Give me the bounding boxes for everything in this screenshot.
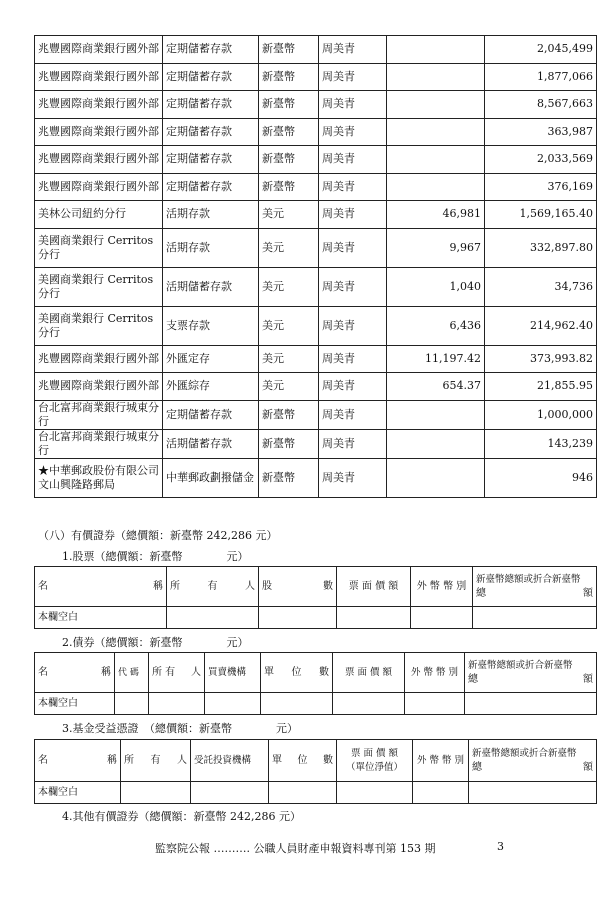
col-total-b: 總	[472, 761, 482, 773]
currency: 美元	[259, 267, 319, 306]
ntd-amount: 332,897.80	[485, 228, 597, 267]
funds-header-row	[35, 740, 597, 782]
currency: 新臺幣	[259, 36, 319, 64]
empty-note: 本欄空白	[35, 607, 167, 629]
col-owner-b: 有	[207, 580, 218, 592]
owner: 周美青	[319, 173, 387, 201]
bank-name: 美林公司紐約分行	[35, 201, 163, 229]
ntd-amount: 8,567,663	[485, 91, 597, 119]
ntd-amount: 376,169	[485, 173, 597, 201]
currency: 新臺幣	[259, 458, 319, 497]
col-shares-b: 數	[323, 580, 333, 592]
deposit-row	[35, 306, 597, 345]
col-units: 單	[264, 666, 274, 678]
col-face: 票 面 價 額	[350, 747, 399, 759]
deposit-row	[35, 429, 597, 458]
foreign-amount: 6,436	[387, 306, 485, 345]
owner: 周美青	[319, 91, 387, 119]
deposit-type: 定期儲蓄存款	[163, 146, 259, 174]
bank-name: 美國商業銀行 Cerritos 分行	[35, 306, 163, 345]
deposit-type: 定期儲蓄存款	[163, 400, 259, 429]
col-face: 票 面 價 額	[333, 653, 405, 693]
deposit-type: 定期儲蓄存款	[163, 118, 259, 146]
deposit-row	[35, 345, 597, 373]
deposit-type: 外匯綜存	[163, 373, 259, 401]
foreign-amount	[387, 146, 485, 174]
bank-name: 美國商業銀行 Cerritos 分行	[35, 228, 163, 267]
col-fx: 外 幣 幣 別	[405, 653, 465, 693]
bank-name: 兆豐國際商業銀行國外部	[35, 91, 163, 119]
owner: 周美青	[319, 36, 387, 64]
col-owner-c: 人	[177, 754, 187, 766]
funds-heading: 3.基金受益憑證 （總價額：新臺幣 元）	[62, 722, 298, 735]
currency: 美元	[259, 373, 319, 401]
currency: 美元	[259, 306, 319, 345]
bank-name: 兆豐國際商業銀行國外部	[35, 373, 163, 401]
footer-text: 監察院公報 ………. 公職人員財產申報資料專刊第 153 期	[155, 842, 436, 855]
deposit-row	[35, 373, 597, 401]
funds-empty-row	[35, 782, 597, 804]
deposit-type: 中華郵政劃撥儲金	[163, 458, 259, 497]
col-units-c: 數	[323, 754, 333, 766]
foreign-amount	[387, 173, 485, 201]
securities-heading: （八）有價證券（總價額：新臺幣 242,286 元）	[38, 529, 278, 542]
bonds-empty-row	[35, 693, 597, 715]
foreign-amount	[387, 63, 485, 91]
foreign-amount: 11,197.42	[387, 345, 485, 373]
currency: 新臺幣	[259, 400, 319, 429]
col-fx: 外 幣 幣 別	[411, 567, 473, 607]
stocks-table	[34, 566, 597, 629]
ntd-amount: 1,569,165.40	[485, 201, 597, 229]
ntd-amount: 143,239	[485, 429, 597, 458]
col-fx: 外 幣 幣 別	[413, 740, 469, 782]
deposit-type: 活期儲蓄存款	[163, 429, 259, 458]
foreign-amount	[387, 36, 485, 64]
deposit-row	[35, 201, 597, 229]
foreign-amount	[387, 91, 485, 119]
col-total-b: 總	[468, 673, 478, 685]
deposit-row	[35, 400, 597, 429]
currency: 美元	[259, 345, 319, 373]
bonds-table	[34, 652, 597, 715]
funds-table	[34, 739, 597, 804]
stocks-header-row	[35, 567, 597, 607]
foreign-amount	[387, 458, 485, 497]
ntd-amount: 2,033,569	[485, 146, 597, 174]
bank-name: 兆豐國際商業銀行國外部	[35, 345, 163, 373]
owner: 周美青	[319, 228, 387, 267]
deposits-table	[34, 35, 597, 498]
col-owner: 所 有	[152, 666, 176, 678]
bonds-heading: 2.債券（總價額：新臺幣 元）	[62, 636, 249, 649]
col-owner-b: 人	[191, 666, 201, 678]
col-total: 新臺幣總額或折合新臺幣	[476, 573, 581, 585]
ntd-amount: 946	[485, 458, 597, 497]
col-total-c: 額	[583, 673, 593, 685]
col-units-b: 位	[297, 754, 308, 766]
owner: 周美青	[319, 373, 387, 401]
currency: 新臺幣	[259, 429, 319, 458]
bank-name: 台北富邦商業銀行城東分行	[35, 429, 163, 458]
deposit-row	[35, 63, 597, 91]
owner: 周美青	[319, 400, 387, 429]
deposit-type: 活期存款	[163, 228, 259, 267]
col-units-c: 數	[319, 666, 329, 678]
col-broker: 買賣機構	[205, 653, 261, 693]
currency: 新臺幣	[259, 118, 319, 146]
deposit-row	[35, 91, 597, 119]
currency: 新臺幣	[259, 91, 319, 119]
foreign-amount	[387, 429, 485, 458]
col-units-b: 位	[291, 666, 302, 678]
foreign-amount: 654.37	[387, 373, 485, 401]
stocks-heading: 1.股票（總價額：新臺幣 元）	[62, 550, 249, 563]
bank-name: 兆豐國際商業銀行國外部	[35, 146, 163, 174]
col-code: 代 碼	[115, 653, 149, 693]
deposit-type: 支票存款	[163, 306, 259, 345]
bank-name: 兆豐國際商業銀行國外部	[35, 63, 163, 91]
bank-name: 台北富邦商業銀行城東分行	[35, 400, 163, 429]
foreign-amount	[387, 118, 485, 146]
col-owner: 所	[170, 580, 180, 592]
col-total-b: 總	[476, 587, 486, 599]
deposit-type: 定期儲蓄存款	[163, 36, 259, 64]
col-total-c: 額	[583, 587, 593, 599]
stocks-empty-row	[35, 607, 597, 629]
owner: 周美青	[319, 146, 387, 174]
currency: 美元	[259, 228, 319, 267]
bank-name: 美國商業銀行 Cerritos 分行	[35, 267, 163, 306]
foreign-amount: 9,967	[387, 228, 485, 267]
currency: 新臺幣	[259, 173, 319, 201]
bank-name: 兆豐國際商業銀行國外部	[35, 36, 163, 64]
owner: 周美青	[319, 306, 387, 345]
owner: 周美青	[319, 201, 387, 229]
col-total: 新臺幣總額或折合新臺幣	[468, 659, 573, 671]
foreign-amount: 1,040	[387, 267, 485, 306]
col-total: 新臺幣總額或折合新臺幣	[472, 747, 577, 759]
owner: 周美青	[319, 458, 387, 497]
col-name-b: 稱	[101, 666, 111, 678]
deposit-row	[35, 146, 597, 174]
col-name: 名	[38, 580, 48, 592]
owner: 周美青	[319, 267, 387, 306]
currency: 新臺幣	[259, 146, 319, 174]
col-name: 名	[38, 754, 48, 766]
col-trustee: 受託投資機構	[191, 740, 269, 782]
deposit-type: 外匯定存	[163, 345, 259, 373]
deposit-type: 定期儲蓄存款	[163, 173, 259, 201]
col-units: 單	[272, 754, 282, 766]
col-owner-b: 有	[150, 754, 161, 766]
owner: 周美青	[319, 118, 387, 146]
page-number: 3	[497, 840, 504, 853]
ntd-amount: 363,987	[485, 118, 597, 146]
col-face-b: （單位淨值）	[345, 761, 403, 773]
col-name-b: 稱	[153, 580, 163, 592]
deposit-row	[35, 267, 597, 306]
foreign-amount: 46,981	[387, 201, 485, 229]
empty-note: 本欄空白	[35, 693, 115, 715]
deposit-row	[35, 118, 597, 146]
owner: 周美青	[319, 345, 387, 373]
deposit-type: 定期儲蓄存款	[163, 91, 259, 119]
owner: 周美青	[319, 63, 387, 91]
deposit-type: 活期儲蓄存款	[163, 267, 259, 306]
other-securities-heading: 4.其他有價證券（總價額：新臺幣 242,286 元）	[62, 810, 301, 823]
col-owner-c: 人	[245, 580, 255, 592]
ntd-amount: 1,877,066	[485, 63, 597, 91]
deposit-row	[35, 228, 597, 267]
deposit-type: 活期存款	[163, 201, 259, 229]
bank-name: 兆豐國際商業銀行國外部	[35, 173, 163, 201]
bank-name: 兆豐國際商業銀行國外部	[35, 118, 163, 146]
ntd-amount: 373,993.82	[485, 345, 597, 373]
ntd-amount: 1,000,000	[485, 400, 597, 429]
bonds-header-row	[35, 653, 597, 693]
bank-name: ★中華郵政股份有限公司文山興隆路郵局	[35, 458, 163, 497]
ntd-amount: 21,855.95	[485, 373, 597, 401]
col-name-b: 稱	[107, 754, 117, 766]
currency: 美元	[259, 201, 319, 229]
deposit-row	[35, 36, 597, 64]
col-name: 名	[38, 666, 48, 678]
col-owner: 所	[124, 754, 134, 766]
deposit-row	[35, 458, 597, 497]
col-shares: 股	[262, 580, 272, 592]
ntd-amount: 34,736	[485, 267, 597, 306]
ntd-amount: 2,045,499	[485, 36, 597, 64]
deposit-type: 定期儲蓄存款	[163, 63, 259, 91]
ntd-amount: 214,962.40	[485, 306, 597, 345]
col-total-c: 額	[583, 761, 593, 773]
col-face: 票 面 價 額	[337, 567, 411, 607]
deposit-row	[35, 173, 597, 201]
currency: 新臺幣	[259, 63, 319, 91]
foreign-amount	[387, 400, 485, 429]
empty-note: 本欄空白	[35, 782, 121, 804]
owner: 周美青	[319, 429, 387, 458]
